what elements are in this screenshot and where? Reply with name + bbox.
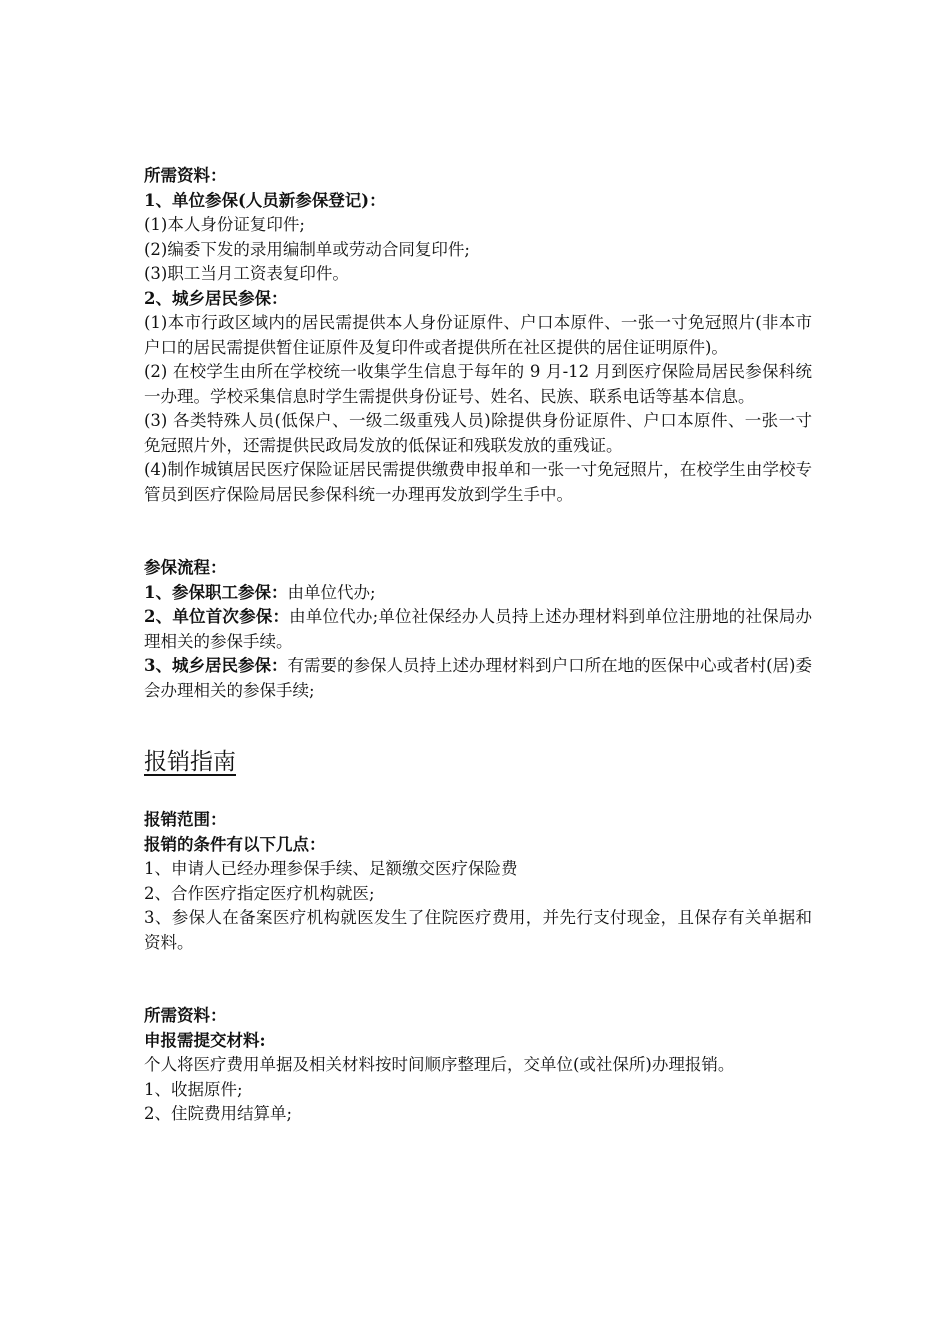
resident-enrollment-paragraph: (3) 各类特殊人员(低保户、一级二级重残人员)除提供身份证原件、户口本原件、一张一寸免冠照片外，还需提供民政局发放的低保证和残联发放的重残证。: [144, 411, 812, 455]
resident-enrollment-paragraph: (1)本市行政区域内的居民需提供本人身份证原件、户口本原件、一张一寸免冠照片(非本市户口的居民需提供暂住证原件及复印件或者提供所在社区提供的居住证明原件)。: [144, 313, 812, 357]
unit-enrollment-item: (1)本人身份证复印件;: [144, 215, 305, 234]
process-item-label: 2、单位首次参保：: [144, 607, 290, 626]
reimbursement-conditions-title: 报销的条件有以下几点：: [144, 834, 326, 854]
required-materials-title-2: 所需资料：: [144, 1006, 227, 1025]
reimbursement-scope-title: 报销范围：: [144, 810, 227, 829]
condition-item: 1、申请人已经办理参保手续、足额缴交医疗保险费: [144, 859, 518, 878]
spacer: [144, 955, 812, 1004]
submission-item: 2、住院费用结算单;: [144, 1104, 293, 1123]
process-item: [144, 581, 812, 606]
spacer: [144, 703, 812, 747]
resident-enrollment-paragraph: (4)制作城镇居民医疗保险证居民需提供缴费申报单和一张一寸免冠照片，在校学生由学校专管员到医疗保险局居民参保科统一办理再发放到学生手中。: [144, 460, 812, 504]
resident-enrollment-paragraph: (2) 在校学生由所在学校统一收集学生信息于每年的 9 月-12 月到医疗保险局居民参保科统一办理。学校采集信息时学生需提供身份证号、姓名、民族、联系电话等基本信息。: [144, 362, 812, 406]
unit-enrollment-item: (3)职工当月工资表复印件。: [144, 264, 349, 283]
unit-enrollment-title: 1、单位参保(人员新参保登记)：: [144, 190, 386, 210]
process-item: [144, 605, 812, 654]
unit-enrollment-item: (2)编委下发的录用编制单或劳动合同复印件;: [144, 239, 470, 259]
spacer: [144, 777, 812, 808]
spacer: [144, 507, 812, 556]
process-item-text: 有需要的参保人员持上述办理材料到户口所在地的医保中心或者村(居)委会办理相关的参保手续;: [144, 656, 812, 700]
condition-item: 2、合作医疗指定医疗机构就医;: [144, 883, 375, 903]
process-item-label: 1、参保职工参保：: [144, 582, 288, 602]
required-materials-title: 所需资料：: [144, 166, 227, 185]
submission-materials-title: 申报需提交材料:: [144, 1030, 266, 1050]
submission-intro: 个人将医疗费用单据及相关材料按时间顺序整理后，交单位(或社保所)办理报销。: [144, 1055, 735, 1074]
enrollment-process-title: 参保流程：: [144, 558, 227, 577]
reimbursement-guide-heading: 报销指南: [144, 749, 236, 775]
document-content: [144, 164, 812, 1127]
condition-item: 3、参保人在备案医疗机构就医发生了住院医疗费用，并先行支付现金，且保存有关单据和资料。: [144, 908, 812, 952]
process-item-text: 由单位代办;单位社保经办人员持上述办理材料到单位注册地的社保局办理相关的参保手续。: [144, 607, 813, 651]
process-item-text: 由单位代办;: [287, 582, 376, 602]
process-item: [144, 654, 812, 703]
resident-enrollment-title: 2、城乡居民参保：: [144, 288, 288, 308]
submission-item: 1、收据原件;: [144, 1079, 243, 1099]
process-item-label: 3、城乡居民参保：: [144, 656, 288, 675]
